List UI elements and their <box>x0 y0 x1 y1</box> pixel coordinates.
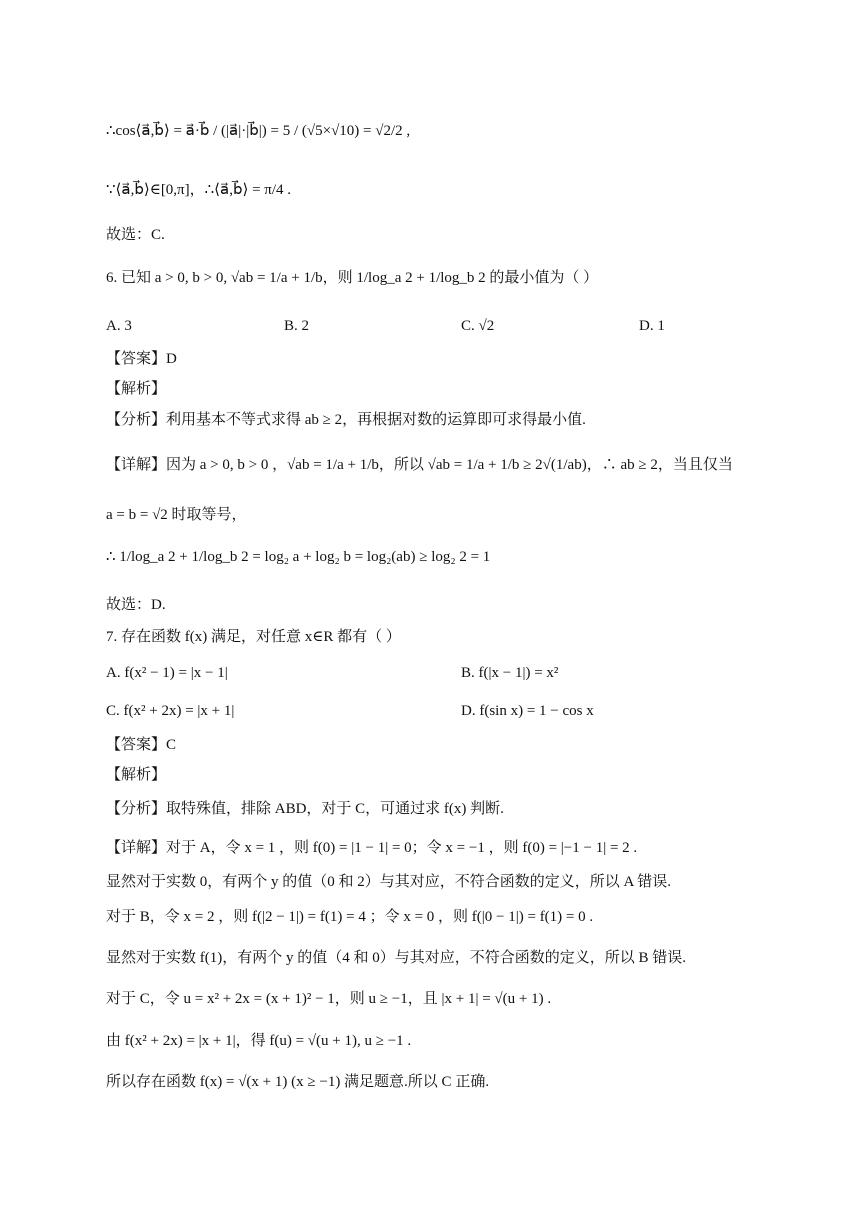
angle-range-line: ∵⟨a⃗,b⃗⟩∈[0,π]，∴⟨a⃗,b⃗⟩ = π/4 . <box>106 182 292 198</box>
q6-fenxi: 【分析】利用基本不等式求得 ab ≥ 2，再根据对数的运算即可求得最小值. <box>106 412 586 428</box>
q6-choose: 故选：D. <box>106 597 166 613</box>
q6-answer: 【答案】D <box>106 351 177 367</box>
question-7: 7. 存在函数 f(x) 满足，对任意 x∈R 都有（ ） <box>106 629 401 645</box>
q7-option-d: D. f(sin x) = 1 − cos x <box>461 703 594 719</box>
q6-option-c: C. √2 <box>461 318 495 334</box>
q6-equality-condition: a = b = √2 时取等号， <box>106 507 247 523</box>
q7-detail-4: 显然对于实数 f(1)，有两个 y 的值（4 和 0）与其对应，不符合函数的定义，所以 B 错误. <box>106 950 686 966</box>
q7-detail-7: 所以存在函数 f(x) = √(x + 1) (x ≥ −1) 满足题意.所以 C 正确. <box>106 1074 490 1090</box>
q7-fenxi: 【分析】取特殊值，排除 ABD，对于 C，可通过求 f(x) 判断. <box>106 801 504 817</box>
q6-result: ∴ 1/log_a 2 + 1/log_b 2 = log₂ a + log₂ b = log₂(ab) ≥ log₂ 2 = 1 <box>106 549 491 565</box>
q7-option-c: C. f(x² + 2x) = |x + 1| <box>106 703 235 719</box>
q6-jiexi: 【解析】 <box>106 381 167 397</box>
q7-detail-1: 【详解】对于 A，令 x = 1 ，则 f(0) = |1 − 1| = 0；令 x = −1 ，则 f(0) = |−1 − 1| = 2 . <box>106 840 638 856</box>
q6-option-a: A. 3 <box>106 318 132 334</box>
q7-detail-3: 对于 B，令 x = 2 ，则 f(|2 − 1|) = f(1) = 4 ；令 x = 0 ，则 f(|0 − 1|) = f(1) = 0 . <box>106 909 594 925</box>
question-6: 6. 已知 a > 0, b > 0, √ab = 1/a + 1/b，则 1/log_a 2 + 1/log_b 2 的最小值为（ ） <box>106 270 599 286</box>
q6-option-b: B. 2 <box>284 318 310 334</box>
q7-detail-6: 由 f(x² + 2x) = |x + 1|，得 f(u) = √(u + 1), u ≥ −1 . <box>106 1033 412 1049</box>
q7-jiexi: 【解析】 <box>106 767 167 783</box>
q7-option-b: B. f(|x − 1|) = x² <box>461 665 559 681</box>
q7-detail-5: 对于 C，令 u = x² + 2x = (x + 1)² − 1，则 u ≥ −1，且 |x + 1| = √(u + 1) . <box>106 991 552 1007</box>
choice-c-line: 故选：C. <box>106 227 165 243</box>
cos-equation-line: ∴cos⟨a⃗,b⃗⟩ = a⃗·b⃗ / (|a⃗|·|b⃗|) = 5 / (√5×√10) = √2/2 , <box>106 123 411 139</box>
q7-answer: 【答案】C <box>106 737 177 753</box>
q6-xiangjie: 【详解】因为 a > 0, b > 0 ，√ab = 1/a + 1/b，所以 √ab = 1/a + 1/b ≥ 2√(1/ab)，∴ ab ≥ 2，当且仅当 <box>106 457 733 473</box>
q7-option-a: A. f(x² − 1) = |x − 1| <box>106 665 228 681</box>
q7-detail-2: 显然对于实数 0，有两个 y 的值（0 和 2）与其对应，不符合函数的定义，所以 A 错误. <box>106 874 672 890</box>
q6-option-d: D. 1 <box>639 318 665 334</box>
